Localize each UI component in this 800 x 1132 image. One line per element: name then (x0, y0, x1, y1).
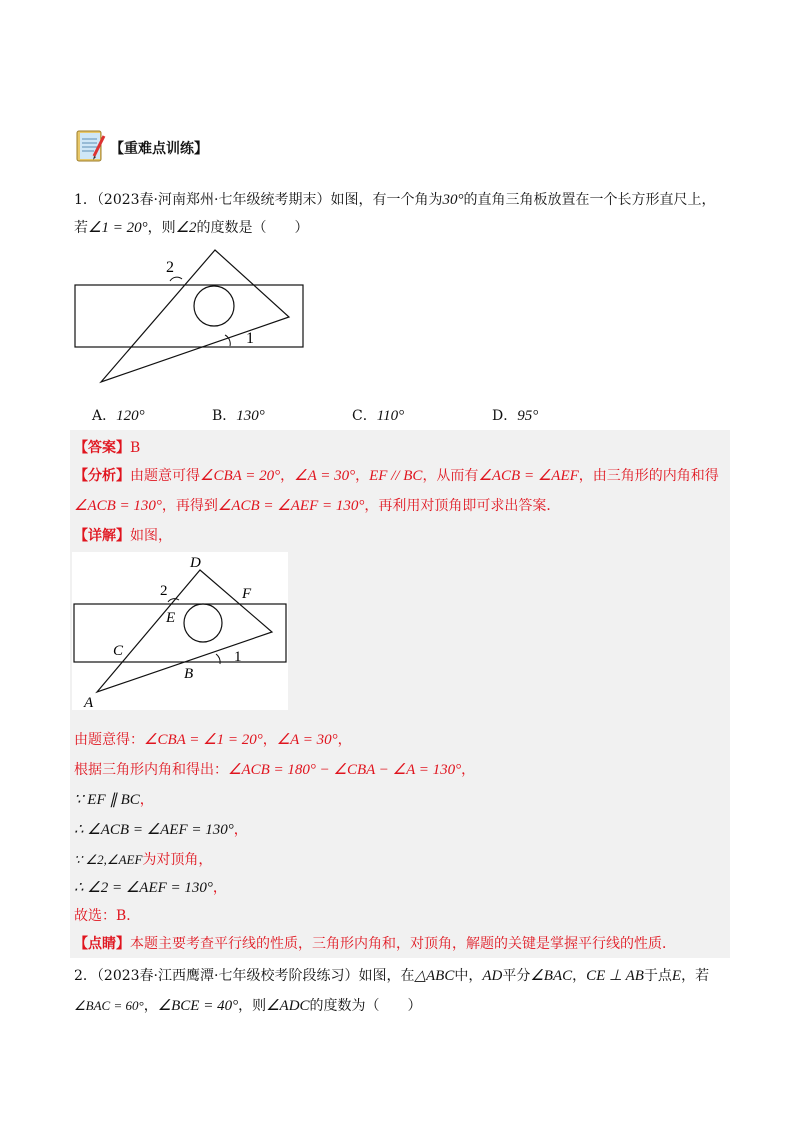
q1-ask: ∠2 (175, 220, 197, 236)
q1-condition: ∠1 = 20° (88, 220, 148, 236)
comment-tag: 【点睛】 (74, 936, 130, 952)
label-F: F (242, 586, 252, 602)
section-title: 【重难点训练】 (110, 141, 208, 157)
set-square (101, 250, 289, 382)
answer-line (74, 438, 140, 458)
label-C: C (113, 643, 124, 659)
option-b[interactable]: B．130° (212, 408, 265, 424)
detail-line: 【详解】如图， (74, 528, 172, 544)
detail-figure (72, 552, 288, 710)
q1-stem-b: 的直角三角板放置在一个长方形直尺上， (463, 192, 716, 208)
label-1: 1 (234, 649, 242, 665)
q1-number: 1． (74, 192, 97, 208)
q1-stem-line2 (74, 218, 309, 238)
set-square-hole (194, 286, 234, 326)
step-6: ∴ ∠2 = ∠AEF = 130°， (74, 880, 227, 896)
option-d[interactable]: D．95° (492, 408, 539, 424)
label-D: D (190, 555, 201, 571)
step-4: ∴ ∠ACB = ∠AEF = 130°， (74, 822, 248, 838)
option-a[interactable]: A．120° (92, 408, 145, 424)
set-square-hole (184, 604, 222, 642)
q2-line2: ∠BAC = 60°，∠BCE = 40°，则∠ADC的度数为（ ） (74, 998, 422, 1014)
label-A: A (84, 695, 94, 710)
ruler-rect (74, 604, 286, 662)
step-5: ∵ ∠2,∠AEF为对顶角， (74, 852, 213, 868)
q2-line1: 2．（2023春·江西鹰潭·七年级校考阶段练习）如图，在△ABC中，AD平分∠BAC，CE ⊥ AB于点E，若 (74, 968, 710, 984)
answer-value: B (130, 440, 141, 456)
step-1: 由题意得：∠CBA = ∠1 = 20°，∠A = 30°， (74, 732, 352, 748)
step-3: ∵ EF ∥ BC， (74, 792, 154, 808)
q1-stem-line1 (74, 190, 715, 210)
option-c[interactable]: C．110° (352, 408, 405, 424)
comment-line: 【点睛】本题主要考查平行线的性质，三角形内角和，对顶角，解题的关键是掌握平行线的性质． (74, 936, 676, 952)
q1-line2-b: ，则 (147, 220, 176, 236)
q1-source: （2023春·河南郑州·七年级统考期末） (96, 192, 331, 208)
step-7: 故选：B． (74, 908, 141, 924)
q1-label-2: 2 (166, 259, 174, 276)
label-E: E (166, 610, 176, 626)
q1-stem-a: 如图，有一个角为 (330, 192, 443, 208)
notebook-pencil-icon (74, 128, 110, 168)
step-2: 根据三角形内角和得出：∠ACB = 180° − ∠CBA − ∠A = 130°， (74, 762, 476, 778)
analysis-line1: 【分析】由题意可得∠CBA = 20°，∠A = 30°，EF // BC，从而有∠ACB = ∠AEF，由三角形的内角和得 (74, 468, 719, 484)
analysis-line2: ∠ACB = 130°，再得到∠ACB = ∠AEF = 130°，再利用对顶角即可求出答案． (74, 498, 561, 514)
q2-number: 2． (74, 968, 97, 984)
detail-tag: 【详解】 (74, 528, 130, 544)
q1-options (0, 405, 800, 427)
q2-source: （2023春·江西鹰潭·七年级校考阶段练习） (96, 968, 359, 984)
q1-figure (70, 245, 310, 394)
q1-angle30: 30° (442, 192, 464, 208)
q1-label-1: 1 (246, 330, 254, 347)
q1-line2-c: 的度数是（ ） (196, 220, 309, 236)
q1-line2-a: 若 (74, 220, 88, 236)
ruler-rect (75, 285, 303, 347)
label-2: 2 (160, 583, 168, 599)
label-B: B (184, 666, 194, 682)
analysis-tag: 【分析】 (74, 468, 130, 484)
answer-tag: 【答案】 (74, 440, 130, 456)
